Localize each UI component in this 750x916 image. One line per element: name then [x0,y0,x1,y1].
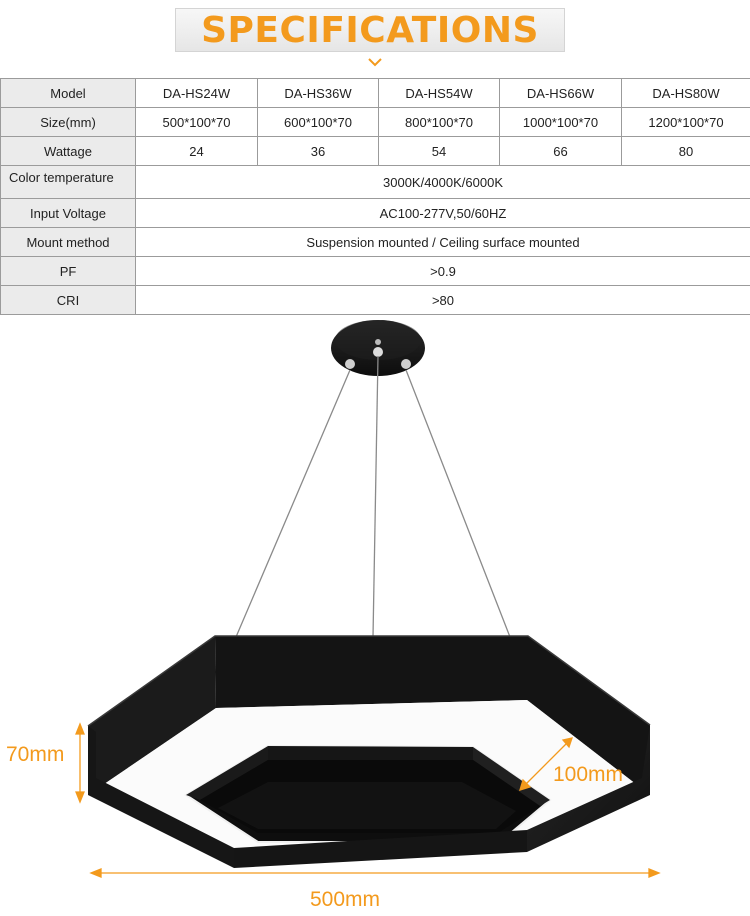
cell-model: DA-HS24W [136,79,258,108]
chevron-down-icon [367,57,383,67]
cell-mount-method: Suspension mounted / Ceiling surface mounted [136,228,750,257]
cell-size: 600*100*70 [258,108,379,137]
page-title: SPECIFICATIONS [201,9,539,51]
cell-size: 1200*100*70 [622,108,750,137]
cell-color-temperature: 3000K/4000K/6000K [136,166,750,199]
row-label-cri: CRI [1,286,136,315]
cell-model: DA-HS80W [622,79,750,108]
cell-model: DA-HS54W [379,79,500,108]
table-row-model [1,79,750,108]
depth-dimension-label: 100mm [553,763,624,786]
width-dimension-label: 500mm [310,888,381,911]
row-label-input-voltage: Input Voltage [1,199,136,228]
specifications-table [0,78,750,315]
table-row-cri [1,286,750,315]
table-row-mount-method [1,228,750,257]
table-row-size [1,108,750,137]
row-label-mount-method: Mount method [1,228,136,257]
table-row-color-temperature [1,166,750,199]
cell-wattage: 54 [379,137,500,166]
row-label-pf: PF [1,257,136,286]
cell-model: DA-HS66W [500,79,622,108]
cell-size: 800*100*70 [379,108,500,137]
hexagon-fixture [88,636,650,868]
cell-pf: >0.9 [136,257,750,286]
row-label-model: Model [1,79,136,108]
cell-wattage: 36 [258,137,379,166]
row-label-color-temperature: Color temperature [1,166,136,199]
cell-size: 1000*100*70 [500,108,622,137]
cell-cri: >80 [136,286,750,315]
cell-wattage: 80 [622,137,750,166]
row-label-size: Size(mm) [1,108,136,137]
table-row-pf [1,257,750,286]
cell-model: DA-HS36W [258,79,379,108]
table-row-wattage [1,137,750,166]
hexagon-pendant-light-image [0,312,750,916]
height-dimension-label: 70mm [6,743,65,766]
row-label-wattage: Wattage [1,137,136,166]
cell-wattage: 66 [500,137,622,166]
cell-wattage: 24 [136,137,258,166]
title-banner [175,8,565,52]
cell-size: 500*100*70 [136,108,258,137]
table-row-input-voltage [1,199,750,228]
cell-input-voltage: AC100-277V,50/60HZ [136,199,750,228]
